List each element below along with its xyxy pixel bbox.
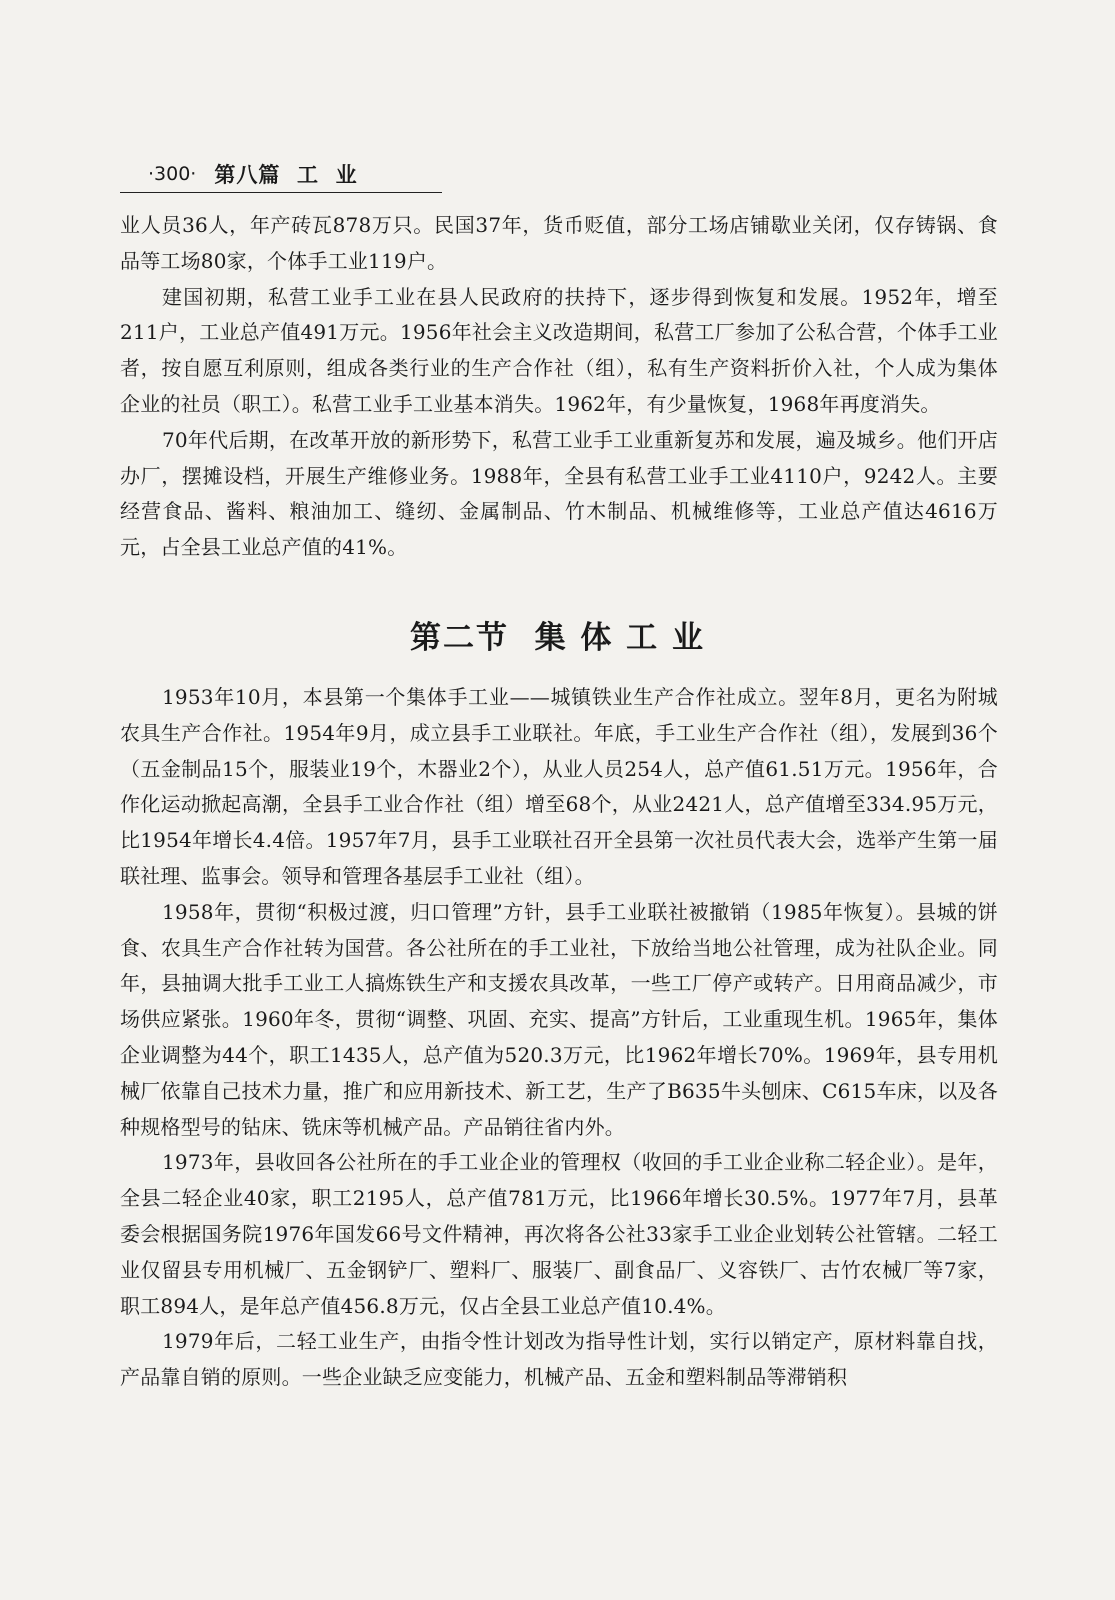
paragraph: 建国初期，私营工业手工业在县人民政府的扶持下，逐步得到恢复和发展。1952年，增至211户，工业总产值491万元。1956年社会主义改造期间，私营工厂参加了公私合营，个体手工业者，按自愿互利原则，组成各类行业的生产合作社（组），私有生产资料折价入社，个人成为集体企业的社员（职工）。私营工业手工业基本消失。1962年，有少量恢复，1968年再度消失。 — [120, 284, 998, 416]
paragraph: 业人员36人，年产砖瓦878万只。民国37年，货币贬值，部分工场店铺歇业关闭，仅存铸锅、食品等工场80家，个体手工业119户。 — [120, 213, 998, 273]
page-number: ·300· — [148, 163, 197, 185]
chapter-title: 第八篇 工 业 — [214, 163, 358, 187]
paragraph: 1958年，贯彻“积极过渡，归口管理”方针，县手工业联社被撤销（1985年恢复）。县城的饼食、农具生产合作社转为国营。各公社所在的手工业社，下放给当地公社管理，成为社队企业。同年，县抽调大批手工业工人搞炼铁生产和支援农具改革，一些工厂停产或转产。日用商品减少，市场供应紧张。1960年冬，贯彻“调整、巩固、充实、提高”方针后，工业重现生机。1965年，集体企业调整为44个，职工1435人，总产值为520.3万元，比1962年增长70%。1969年，县专用机械厂依靠自己技术力量，推广和应用新技术、新工艺，生产了B635牛头刨床、C615车床，以及各种规格型号的钻床、铣床等机械产品。产品销往省内外。 — [120, 899, 998, 1139]
paragraph: 1973年，县收回各公社所在的手工业企业的管理权（收回的手工业企业称二轻企业）。是年，全县二轻企业40家，职工2195人，总产值781万元，比1966年增长30.5%。1977年7月，县革委会根据国务院1976年国发66号文件精神，再次将各公社33家手工业企业划转公社管辖。二轻工业仅留县专用机械厂、五金钢铲厂、塑料厂、服装厂、副食品厂、义容铁厂、古竹农械厂等7家，职工894人，是年总产值456.8万元，仅占全县工业总产值10.4%。 — [120, 1150, 998, 1318]
paragraph: 70年代后期，在改革开放的新形势下，私营工业手工业重新复苏和发展，遍及城乡。他们开店办厂，摆摊设档，开展生产维修业务。1988年，全县有私营工业手工业4110户，9242人。主要经营食品、酱料、粮油加工、缝纫、金属制品、竹木制品、机械维修等，工业总产值达4616万元，占全县工业总产值的41%。 — [120, 427, 998, 560]
body-text-bottom — [120, 680, 998, 1396]
body-text-top — [120, 208, 998, 566]
section-heading: 第二节 集 体 工 业 — [410, 620, 705, 656]
running-header — [120, 156, 442, 193]
paragraph: 1953年10月，本县第一个集体手工业——城镇铁业生产合作社成立。翌年8月，更名为附城农具生产合作社。1954年9月，成立县手工业联社。年底，手工业生产合作社（组），发展到36个（五金制品15个，服装业19个，木器业2个），从业人员254人，总产值61.51万元。1956年，合作化运动掀起高潮，全县手工业合作社（组）增至68个，从业2421人，总产值增至334.95万元，比1954年增长4.4倍。1957年7月，县手工业联社召开全县第一次社员代表大会，选举产生第一届联社理、监事会。领导和管理各基层手工业社（组）。 — [120, 685, 998, 888]
paragraph: 1979年后，二轻工业生产，由指令性计划改为指导性计划，实行以销定产，原材料靠自找，产品靠自销的原则。一些企业缺乏应变能力，机械产品、五金和塑料制品等滞销积 — [120, 1329, 998, 1390]
